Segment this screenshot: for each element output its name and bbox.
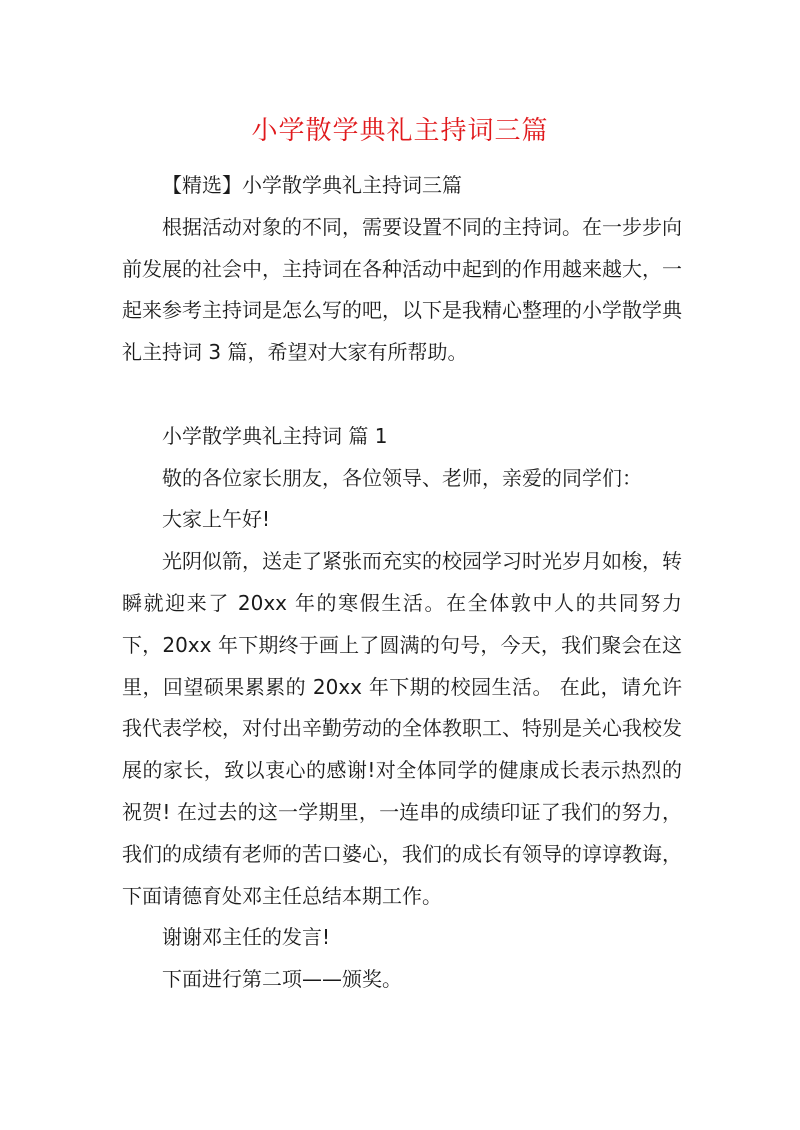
next-item-paragraph: 下面进行第二项——颁奖。 <box>162 967 402 992</box>
document-body <box>122 165 682 1001</box>
document-title: 小学散学典礼主持词三篇 <box>251 116 549 146</box>
subtitle-paragraph: 【精选】小学散学典礼主持词三篇 <box>162 173 462 197</box>
greeting-paragraph: 大家上午好! <box>162 507 271 532</box>
thanks-paragraph: 谢谢邓主任的发言! <box>162 925 331 950</box>
blank-line <box>122 374 682 416</box>
main-paragraph: 光阴似箭，送走了紧张而充实的校园学习时光岁月如梭，转瞬就迎来了 20xx 年的寒假生活。在全体敦中人的共同努力下，20xx 年下期终于画上了圆满的句号，今天，我们聚会在这里，回望硕果累累的 20xx 年下期的校园生活。 在此，请允许我代表学校，对付出辛勤劳动的全体教职工、特别是关心我校发展的家长，致以衷心的感谢!对全体同学的健康成长表示热烈的祝贺! 在过去的这一学期里，一连串的成绩印证了我们的努力，我们的成绩有老师的苦口婆心，我们的成长有领导的谆谆教诲，下面请德育处邓主任总结本期工作。 <box>122 549 682 908</box>
salutation-paragraph: 敬的各位家长朋友，各位领导、老师，亲爱的同学们： <box>162 465 642 490</box>
intro-paragraph: 根据活动对象的不同，需要设置不同的主持词。在一步步向前发展的社会中，主持词在各种活动中起到的作用越来越大，一起来参考主持词是怎么写的吧，以下是我精心整理的小学散学典礼主持词 3 篇，希望对大家有所帮助。 <box>122 214 682 365</box>
section-heading: 小学散学典礼主持词 篇 1 <box>162 423 388 448</box>
